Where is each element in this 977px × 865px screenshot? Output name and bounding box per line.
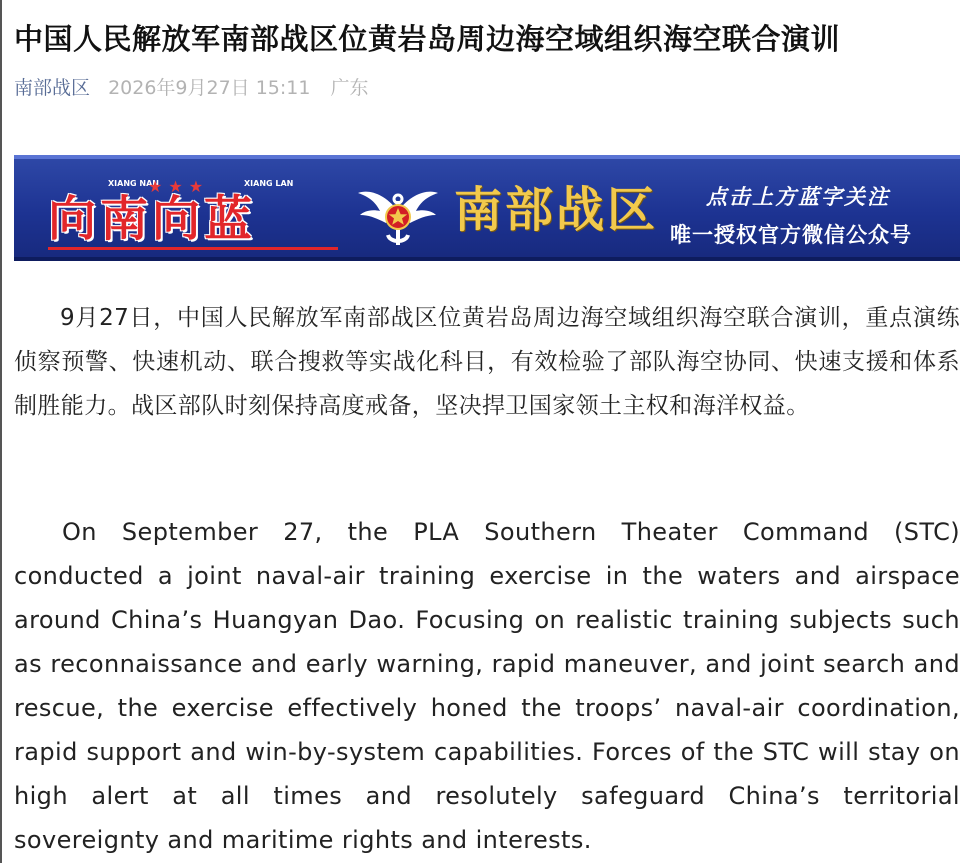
banner-small-right-text: XIANG LAN [244,179,294,188]
article-body-english: On September 27, the PLA Southern Theater Command (STC) conducted a joint naval-air training exercise in the waters and airspace around China’s Huangyan Dao. Focusing on realistic training subjects such as reconnaissance and early warning, rapid maneuver, and joint search and rescue, the exercise effectively honed the troops’ naval-air coordination, rapid support and win-by-system capabilities. Forces of the STC will stay on high alert at all times and resolutely safeguard China’s territorial sovereignty and maritime rights and interests. [14,518,960,854]
account-banner-image[interactable] [14,155,960,261]
banner-top-stripe [14,155,960,159]
banner-bottom-stripe [14,257,960,261]
banner-wordmark-underline [48,247,338,250]
banner-stars-icon: ★★★ [148,177,210,196]
publish-datetime: 2026年9月27日 15:11 [108,77,311,99]
article-title: 中国人民解放军南部战区位黄岩岛周边海空域组织海空联合演训 [14,22,841,56]
military-emblem-icon [356,171,440,251]
banner-small-left-text: XIANG NAN [108,179,159,188]
banner-authorized-text: 唯一授权官方微信公众号 [670,223,912,247]
banner-command-name: 南部战区 [454,182,659,238]
publish-location: 广东 [330,77,369,99]
banner-follow-hint: 点击上方蓝字关注 [706,184,890,209]
article-meta [14,75,960,101]
account-name-link[interactable]: 南部战区 [14,77,91,99]
banner-wordmark [48,177,338,251]
article [14,0,960,854]
banner-wordmark-text: 向南向蓝 [48,191,257,247]
article-body-chinese: 9月27日，中国人民解放军南部战区位黄岩岛周边海空域组织海空联合演训，重点演练侦察预警、快速机动、联合搜救等实战化科目，有效检验了部队海空协同、快速支援和体系制胜能力。战区部队时刻保持高度戒备，坚决捍卫国家领土主权和海洋权益。 [14,305,960,419]
